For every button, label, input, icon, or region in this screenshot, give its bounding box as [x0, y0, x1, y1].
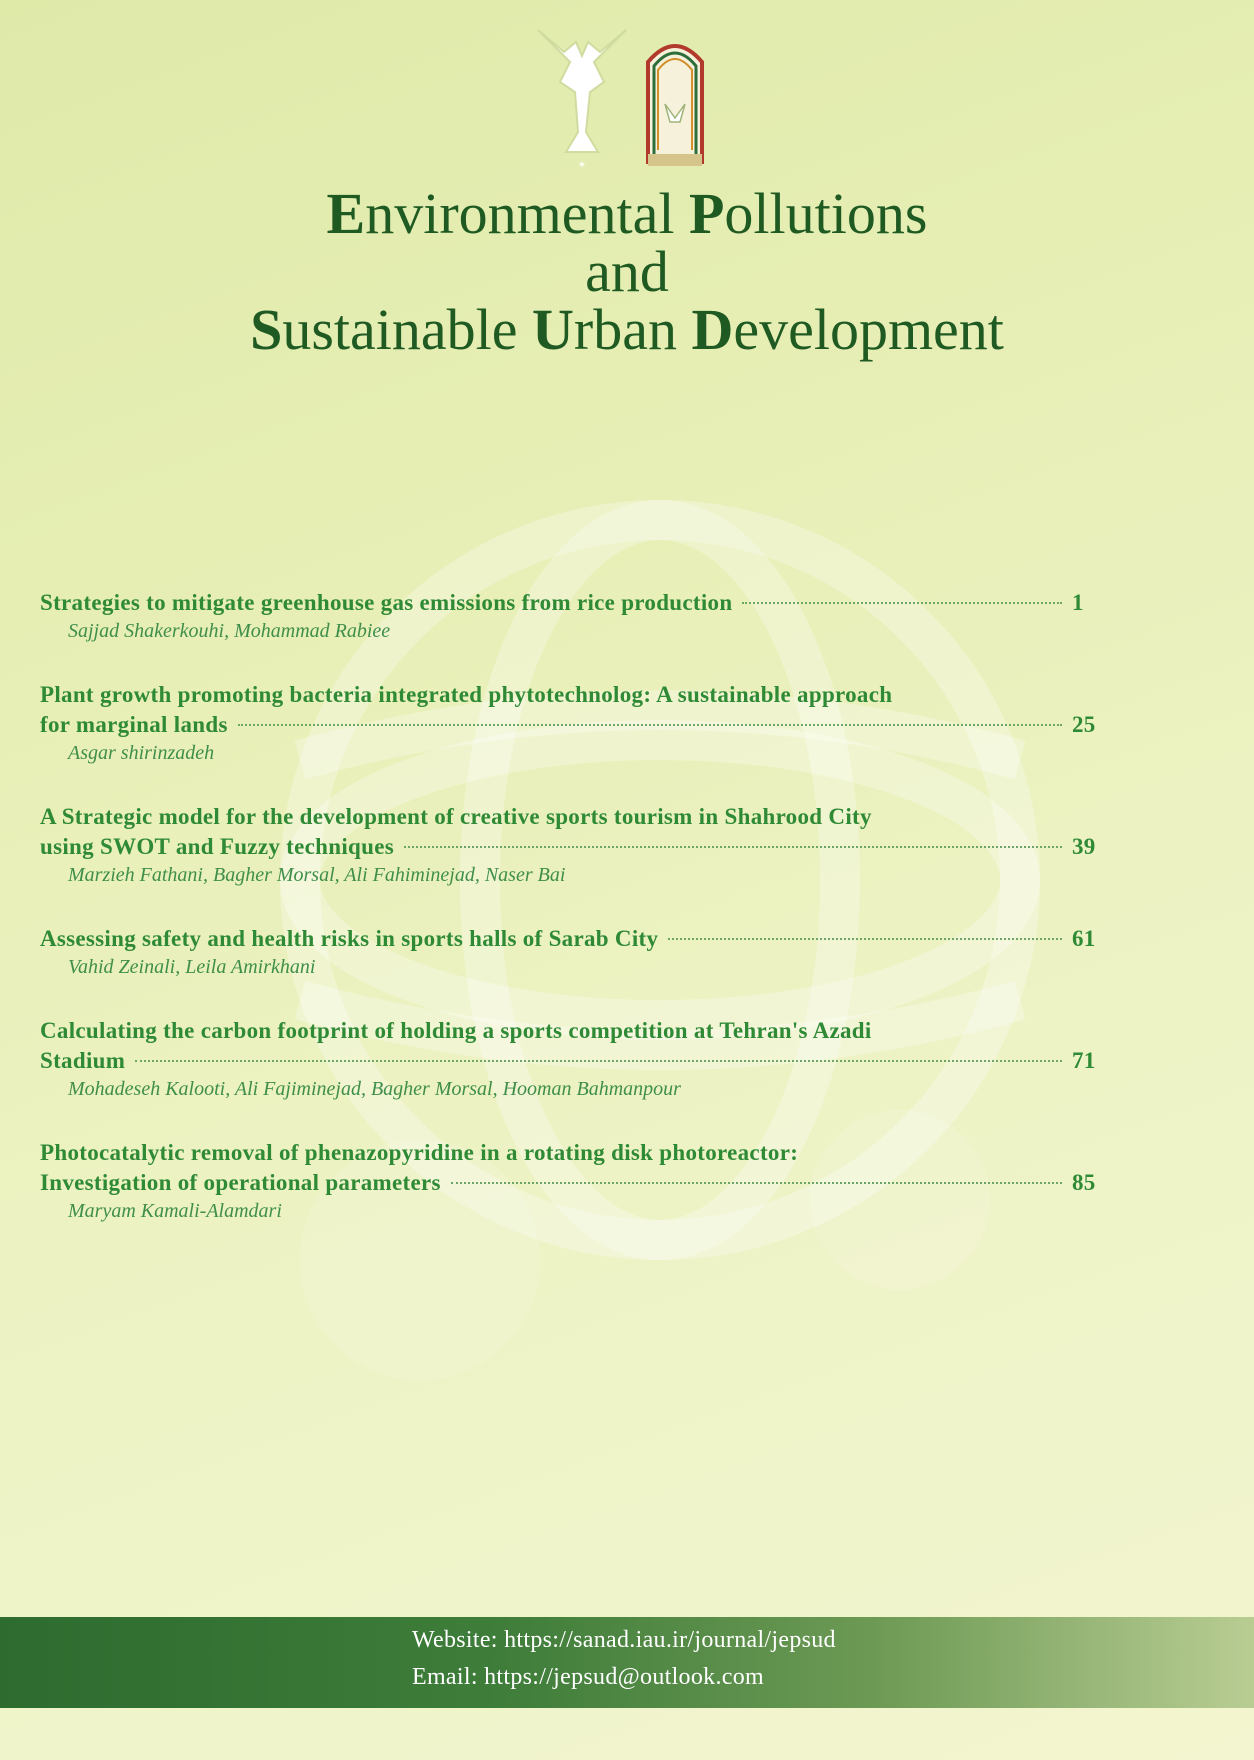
article-title-text: Strategies to mitigate greenhouse gas emissions from rice production [40, 590, 733, 615]
title-line-2: and [585, 239, 669, 304]
title-line-3: Sustainable Urban Development [250, 297, 1004, 362]
toc-entry[interactable] [40, 588, 1120, 644]
dot-leader [135, 1060, 1062, 1062]
footer-bar [0, 1617, 1254, 1708]
article-title-line: Calculating the carbon footprint of holding a sports competition at Tehran's Azadi [40, 1018, 872, 1043]
article-title-line: A Strategic model for the development of creative sports tourism in Shahrood City [40, 804, 872, 829]
page-number: 71 [1072, 1048, 1096, 1073]
svg-text:✶: ✶ [577, 160, 587, 171]
article-title-last-line [40, 832, 1120, 862]
article-title-line: Photocatalytic removal of phenazopyridine in a rotating disk photoreactor: [40, 1140, 799, 1165]
article-title-last-line [40, 924, 1120, 954]
title-line-1: Environmental Pollutions [326, 181, 928, 246]
article-title-text: Assessing safety and health risks in sports halls of Sarab City [40, 926, 659, 951]
dot-leader [451, 1182, 1062, 1184]
article-authors: Mohadeseh Kalooti, Ali Fajiminejad, Bagher Morsal, Hooman Bahmanpour [68, 1078, 681, 1100]
article-title[interactable] [40, 1016, 1120, 1076]
article-title-text: using SWOT and Fuzzy techniques [40, 834, 394, 859]
article-title-line: Plant growth promoting bacteria integrated phytotechnolog: A sustainable approach [40, 682, 893, 707]
page-number: 25 [1072, 712, 1096, 737]
article-title[interactable] [40, 924, 1120, 954]
dot-leader [668, 938, 1062, 940]
article-title[interactable] [40, 680, 1120, 740]
dot-leader [238, 724, 1062, 726]
university-emblem-icon [538, 30, 626, 171]
article-title-text: Stadium [40, 1048, 126, 1073]
article-authors: Maryam Kamali-Alamdari [68, 1200, 282, 1222]
article-title-last-line [40, 1168, 1120, 1198]
toc-entry[interactable] [40, 680, 1120, 766]
article-title[interactable] [40, 588, 1120, 618]
header-logos [530, 22, 730, 172]
journal-emblem-icon [648, 46, 702, 166]
toc-entry[interactable] [40, 1138, 1120, 1224]
page-number: 1 [1072, 590, 1084, 615]
article-authors: Vahid Zeinali, Leila Amirkhani [68, 956, 316, 978]
toc-entry[interactable] [40, 924, 1120, 980]
article-title-last-line [40, 1046, 1120, 1076]
article-authors: Asgar shirinzadeh [68, 742, 215, 764]
dot-leader [742, 602, 1062, 604]
article-title-text: Investigation of operational parameters [40, 1170, 441, 1195]
footer-website[interactable]: Website: https://sanad.iau.ir/journal/jepsud [412, 1627, 836, 1653]
toc-entry[interactable] [40, 802, 1120, 888]
dot-leader [404, 846, 1062, 848]
footer-email[interactable]: Email: https://jepsud@outlook.com [412, 1664, 764, 1690]
journal-title [0, 181, 1254, 362]
article-authors: Sajjad Shakerkouhi, Mohammad Rabiee [68, 620, 391, 642]
article-authors: Marzieh Fathani, Bagher Morsal, Ali Fahiminejad, Naser Bai [68, 864, 566, 886]
page-number: 61 [1072, 926, 1096, 951]
table-of-contents [40, 588, 1120, 1260]
article-title-last-line [40, 588, 1120, 618]
page-number: 85 [1072, 1170, 1096, 1195]
article-title[interactable] [40, 802, 1120, 862]
page-number: 39 [1072, 834, 1096, 859]
article-title-last-line [40, 710, 1120, 740]
article-title-text: for marginal lands [40, 712, 228, 737]
toc-entry[interactable] [40, 1016, 1120, 1102]
article-title[interactable] [40, 1138, 1120, 1198]
